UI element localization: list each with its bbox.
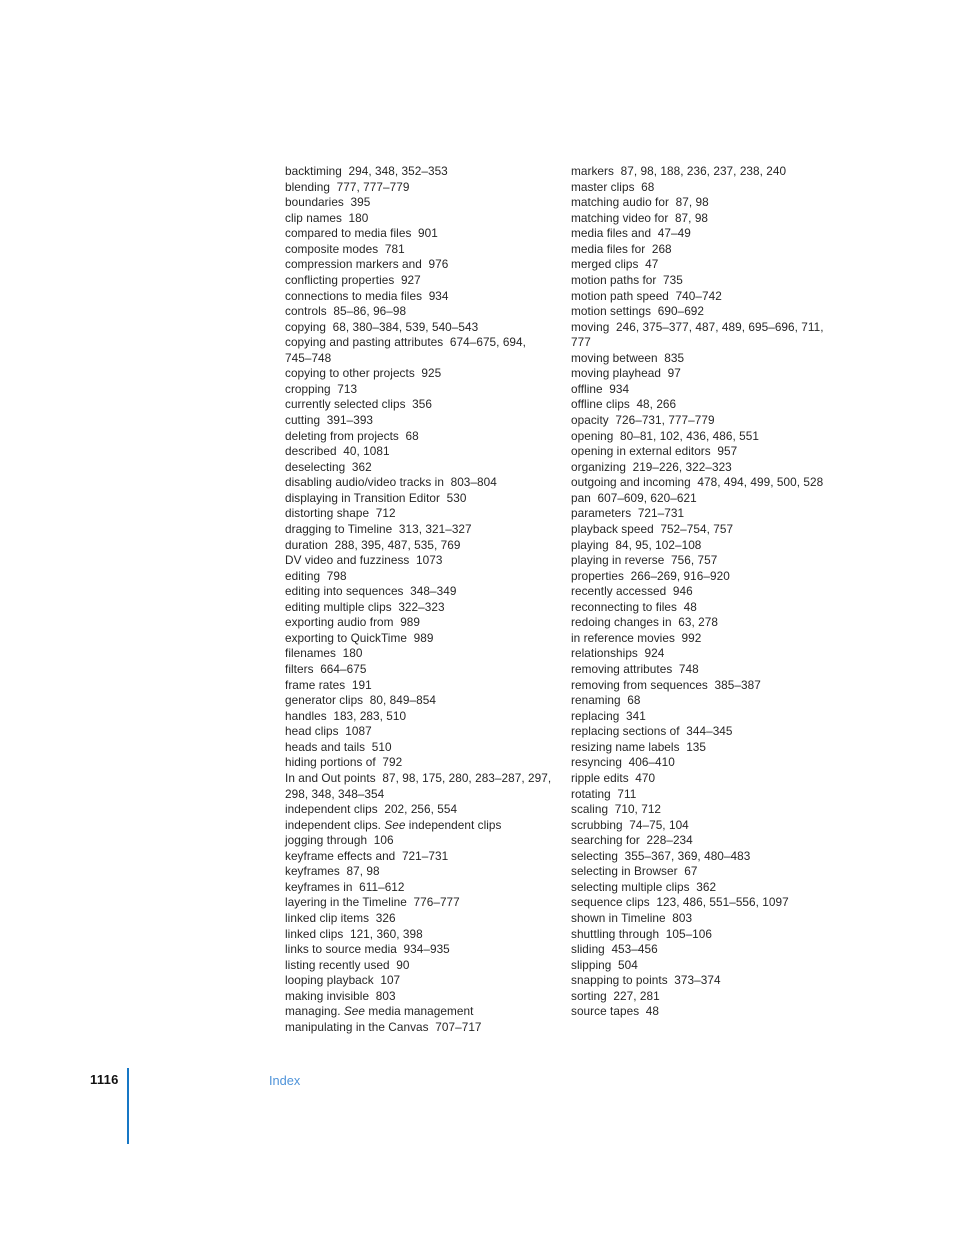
index-line: frame rates 191 [285,677,372,692]
index-line: selecting multiple clips 362 [571,879,717,894]
index-line: parameters 721–731 [571,506,685,521]
index-line: playback speed 752–754, 757 [571,521,734,536]
index-line: keyframe effects and 721–731 [285,848,449,863]
index-line: playing in reverse 756, 757 [571,553,718,568]
index-line: recently accessed 946 [571,584,693,599]
index-line: moving between 835 [571,350,685,365]
index-line: keyframes 87, 98 [285,864,380,879]
index-line: making invisible 803 [285,988,396,1003]
index-line: offline clips 48, 266 [571,397,677,412]
index-line: relationships 924 [571,646,665,661]
index-line: independent clips. See independent clips [285,817,502,832]
index-line: blending 777, 777–779 [285,179,410,194]
index-line: clip names 180 [285,210,369,225]
index-line: compression markers and 976 [285,257,449,272]
index-line: In and Out points 87, 98, 175, 280, 283–287, 297, [285,770,552,785]
index-line: cutting 391–393 [285,413,374,427]
index-line: offline 934 [571,381,630,396]
index-line: duration 288, 395, 487, 535, 769 [285,537,461,552]
index-line: handles 183, 283, 510 [285,708,407,723]
index-line: generator clips 80, 849–854 [285,693,436,708]
index-line: sorting 227, 281 [571,988,660,1003]
index-line: head clips 1087 [285,724,372,739]
index-line: cropping 713 [285,381,358,396]
index-line: scaling 710, 712 [571,802,662,817]
index-line: 745–748 [285,350,332,365]
index-line: playing 84, 95, 102–108 [571,537,702,552]
page-number: 1116 [90,1072,119,1087]
index-line: opacity 726–731, 777–779 [571,413,715,427]
index-line: sequence clips 123, 486, 551–556, 1097 [571,895,789,910]
index-line: matching audio for 87, 98 [571,195,709,210]
index-column-left [285,164,551,1036]
index-line: merged clips 47 [571,257,659,272]
index-line: in reference movies 992 [571,630,702,645]
index-line: DV video and fuzziness 1073 [285,553,443,568]
index-line: source tapes 48 [571,1004,660,1019]
index-line: linked clip items 326 [285,911,396,925]
index-line: filters 664–675 [285,662,367,676]
index-line: dragging to Timeline 313, 321–327 [285,521,472,536]
footer-divider-rule [127,1068,129,1144]
index-line: sliding 453–456 [571,942,658,957]
index-line: manipulating in the Canvas 707–717 [285,1019,482,1034]
index-line: matching video for 87, 98 [571,210,709,225]
index-line: currently selected clips 356 [285,397,433,412]
index-line: jogging through 106 [285,833,394,848]
index-line: layering in the Timeline 776–777 [285,895,460,910]
index-line: snapping to points 373–374 [571,973,721,988]
index-line: described 40, 1081 [285,444,390,459]
index-line: copying and pasting attributes 674–675, 694, [285,335,526,350]
index-line: motion settings 690–692 [571,304,705,319]
index-line: renaming 68 [571,693,641,708]
index-line: replacing sections of 344–345 [571,724,733,739]
index-line: selecting in Browser 67 [571,864,698,879]
index-line: motion paths for 735 [571,272,683,287]
index-line: ripple edits 470 [571,770,656,785]
index-line: listing recently used 90 [285,957,410,972]
index-line: filenames 180 [285,646,363,661]
index-line: copying 68, 380–384, 539, 540–543 [285,319,479,334]
index-line: composite modes 781 [285,241,405,256]
index-line: conflicting properties 927 [285,272,421,287]
index-line: independent clips 202, 256, 554 [285,802,458,817]
index-line: 777 [571,335,591,350]
index-line: managing. See media management [285,1004,474,1019]
index-line: deselecting 362 [285,459,372,474]
index-line: reconnecting to files 48 [571,599,697,614]
index-line: shown in Timeline 803 [571,911,693,925]
index-line: distorting shape 712 [285,506,396,521]
index-line: connections to media files 934 [285,288,449,303]
index-line: linked clips 121, 360, 398 [285,926,423,941]
index-line: displaying in Transition Editor 530 [285,490,467,505]
index-line: media files for 268 [571,241,672,256]
index-line: heads and tails 510 [285,739,392,754]
index-line: media files and 47–49 [571,226,691,241]
index-line: organizing 219–226, 322–323 [571,459,732,474]
index-line: copying to other projects 925 [285,366,442,381]
index-line: editing 798 [285,568,347,583]
index-line: opening in external editors 957 [571,444,738,459]
index-line: controls 85–86, 96–98 [285,304,407,319]
index-line: motion path speed 740–742 [571,288,722,303]
index-line: outgoing and incoming 478, 494, 499, 500, 528 [571,475,824,490]
index-line: properties 266–269, 916–920 [571,568,730,583]
index-line: exporting audio from 989 [285,615,421,630]
index-line: opening 80–81, 102, 436, 486, 551 [571,428,759,443]
index-line: master clips 68 [571,179,655,194]
index-line: redoing changes in 63, 278 [571,615,718,630]
index-line: deleting from projects 68 [285,428,419,443]
index-line: keyframes in 611–612 [285,879,405,894]
index-line: looping playback 107 [285,973,401,988]
index-line: boundaries 395 [285,195,371,210]
index-line: moving playhead 97 [571,366,681,381]
index-line: resizing name labels 135 [571,739,707,754]
index-line: disabling audio/video tracks in 803–804 [285,475,497,490]
index-line: markers 87, 98, 188, 236, 237, 238, 240 [571,164,787,178]
index-line: slipping 504 [571,957,638,972]
index-line: links to source media 934–935 [285,942,450,957]
index-line: exporting to QuickTime 989 [285,630,434,645]
index-column-right [571,164,824,1020]
index-line: hiding portions of 792 [285,755,403,770]
index-line: shuttling through 105–106 [571,926,713,941]
index-line: 298, 348, 348–354 [285,786,385,801]
index-line: removing from sequences 385–387 [571,677,761,692]
index-line: editing into sequences 348–349 [285,584,457,599]
index-line: replacing 341 [571,708,646,723]
footer-section-link[interactable]: Index [269,1073,301,1088]
index-line: pan 607–609, 620–621 [571,490,697,505]
index-line: scrubbing 74–75, 104 [571,817,689,832]
index-line: compared to media files 901 [285,226,438,241]
index-line: searching for 228–234 [571,833,693,848]
index-line: selecting 355–367, 369, 480–483 [571,848,751,863]
index-line: removing attributes 748 [571,662,699,676]
index-line: moving 246, 375–377, 487, 489, 695–696, 711, [571,319,824,334]
index-line: editing multiple clips 322–323 [285,599,445,614]
index-line: resyncing 406–410 [571,755,675,770]
index-line: backtiming 294, 348, 352–353 [285,164,448,178]
index-line: rotating 711 [571,786,637,801]
